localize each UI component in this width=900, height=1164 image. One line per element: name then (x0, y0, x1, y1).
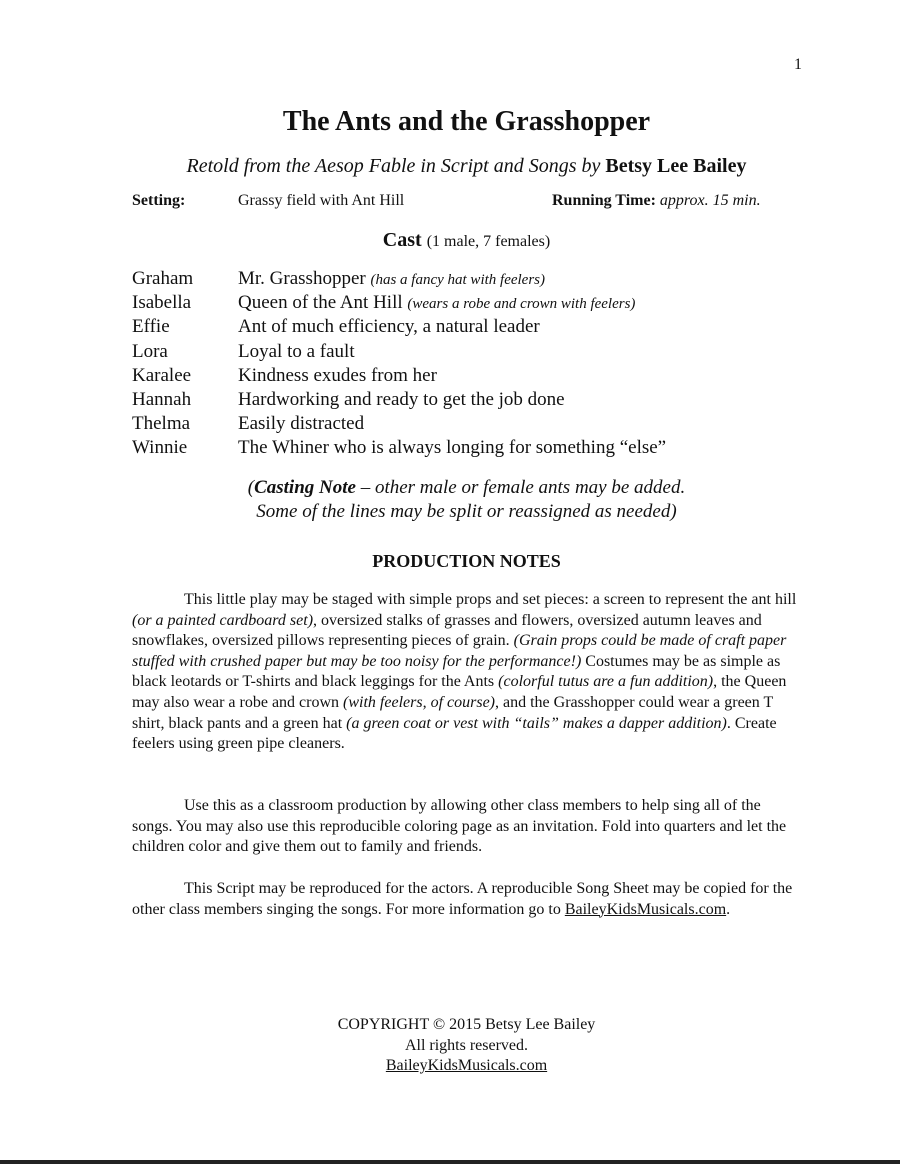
subtitle (0, 155, 900, 178)
website-link[interactable]: BaileyKidsMusicals.com (564, 900, 727, 918)
subtitle-prefix: Retold from the Aesop Fable in Script and Songs by (186, 155, 601, 177)
casting-note-line-1 (0, 476, 900, 500)
running-time (552, 192, 761, 210)
production-paragraph-2 (132, 796, 802, 858)
cast-role: Ant of much efficiency, a natural leader (238, 316, 540, 338)
footer-website-link[interactable]: BaileyKidsMusicals.com (385, 1057, 548, 1075)
p1-italic-4: (with feelers, of course) (343, 693, 495, 711)
cast-row (132, 413, 832, 437)
casting-note-text-1: – other male or female ants may be added. (355, 477, 686, 498)
production-paragraph-3 (132, 879, 802, 920)
running-time-value: approx. 15 min. (659, 192, 761, 209)
cast-name: Thelma (132, 413, 191, 435)
running-time-label: Running Time: (552, 192, 656, 209)
p1-text-4: , the Queen may also wear a robe and crown (132, 673, 787, 711)
setting-value: Grassy field with Ant Hill (238, 192, 405, 209)
p1-italic-2: (Grain props could be made of craft paper stuffed with crushed paper but may be too noisy for the performance!) (132, 632, 787, 670)
p1-text-3: Costumes may be as simple as black leotards or T-shirts and black leggings for the Ants (132, 652, 781, 691)
cast-list (132, 268, 832, 462)
cast-row (132, 316, 832, 340)
production-notes-heading: PRODUCTION NOTES (372, 551, 561, 571)
cast-role: Loyal to a fault (238, 340, 355, 362)
rights-line: All rights reserved. (404, 1036, 529, 1054)
page-title: The Ants and the Grasshopper (282, 106, 651, 137)
cast-role: Mr. Grasshopper (238, 268, 366, 289)
cast-row (132, 389, 832, 413)
p3-end: . (726, 900, 731, 918)
cast-name: Winnie (132, 437, 188, 459)
cast-role: Hardworking and ready to get the job done (238, 388, 565, 410)
cast-role: Easily distracted (238, 413, 365, 435)
cast-name: Karalee (132, 364, 192, 386)
page-number: 1 (794, 56, 802, 73)
casting-note-label: Casting Note (254, 477, 356, 498)
setting-label: Setting: (132, 192, 186, 209)
copyright-line: COPYRIGHT © 2015 Betsy Lee Bailey (337, 1016, 596, 1033)
bottom-border (0, 1160, 900, 1164)
p2-text: Use this as a classroom production by allowing other class members to help sing all of the songs. You may also use this reproducible coloring page as an invitation. Fold into quarters and let the children color and give them out to family and friends. (132, 797, 787, 856)
p1-italic-1: (or a painted cardboard set) (132, 611, 314, 629)
cast-heading-label: Cast (382, 229, 422, 251)
cast-name: Graham (132, 268, 194, 289)
cast-row (132, 437, 832, 461)
cast-role: Queen of the Ant Hill (238, 292, 403, 314)
setting-row (132, 192, 812, 214)
p1-text-1: This little play may be staged with simple props and set pieces: a screen to represent the ant hill (184, 591, 797, 608)
p1-text-2: , oversized stalks of grasses and flowers, oversized autumn leaves and snowflakes, oversized pillows representing pieces of grain. (132, 611, 762, 650)
cast-name: Isabella (132, 292, 192, 314)
production-paragraph-1 (132, 590, 802, 755)
subtitle-author: Betsy Lee Bailey (605, 155, 747, 177)
cast-count: (1 male, 7 females) (426, 233, 551, 250)
cast-role: The Whiner who is always longing for something “else” (238, 437, 667, 459)
cast-row (132, 268, 832, 292)
cast-role-note: (wears a robe and crown with feelers) (407, 296, 636, 313)
cast-row (132, 365, 832, 389)
p1-text-5: , and the Grasshopper could wear a green T shirt, black pants and a green hat (132, 693, 773, 732)
casting-note-line-2: Some of the lines may be split or reassigned as needed) (256, 501, 677, 522)
p1-text-6: . Create feelers using green pipe cleaners. (132, 714, 777, 753)
casting-note (0, 476, 900, 524)
cast-row (132, 292, 832, 316)
p1-italic-5: (a green coat or vest with “tails” makes a dapper addition) (346, 714, 727, 732)
p1-italic-3: (colorful tutus are a fun addition) (498, 673, 714, 691)
cast-role: Kindness exudes from her (238, 364, 437, 386)
p3-text: This Script may be reproduced for the actors. A reproducible Song Sheet may be copied for the other class members singing the songs. For more information go to (132, 880, 793, 918)
cast-role-note: (has a fancy hat with feelers) (370, 272, 546, 288)
cast-name: Hannah (132, 388, 192, 410)
casting-note-open: ( (247, 477, 255, 498)
cast-row (132, 341, 832, 365)
cast-heading (0, 229, 900, 252)
copyright-footer (0, 1015, 900, 1077)
cast-role-desc (238, 268, 545, 290)
cast-name: Effie (132, 316, 170, 338)
cast-role-desc (238, 292, 635, 314)
cast-name: Lora (132, 340, 168, 362)
